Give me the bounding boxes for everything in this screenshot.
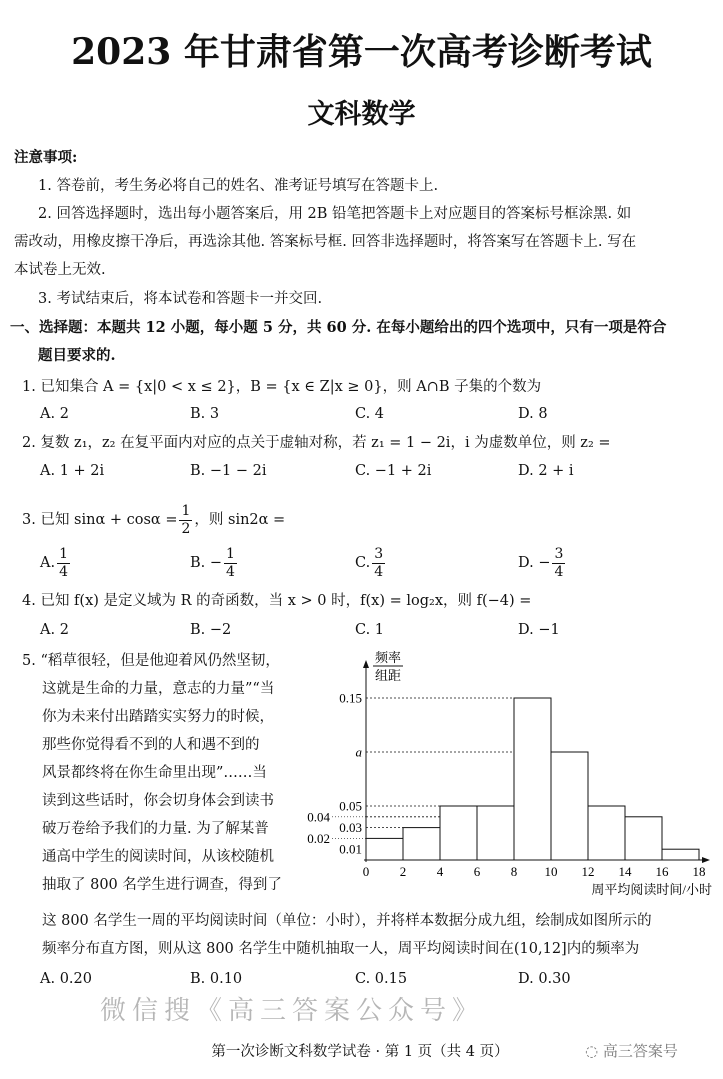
question-3-stem	[22, 500, 285, 540]
question-5-stem-line: 通高中学生的阅读时间，从该校随机	[42, 849, 274, 865]
denominator: 4	[374, 563, 384, 580]
question-5-stem-line: 那些你觉得看不到的人和遇不到的	[42, 737, 260, 753]
denominator: 4	[554, 563, 564, 580]
numerator: 1	[226, 545, 235, 562]
question-5-stem-line: 抽取了 800 名学生进行调查，得到了	[42, 877, 282, 893]
page-footer: 第一次诊断文科数学试卷 · 第 1 页（共 4 页）	[211, 1044, 509, 1060]
notice-item: 1. 答卷前，考生务必将自己的姓名、准考证号填写在答题卡上.	[38, 178, 439, 194]
section-heading: 一、选择题：本题共 12 小题，每小题 5 分，共 60 分. 在每小题给出的四个选项中，只有一项是符合	[10, 319, 667, 336]
question-5-stem-line: 风景都终将在你生命里出现”……当	[42, 765, 267, 781]
y-tick-label: 0.05	[339, 798, 362, 814]
histogram-bar	[551, 752, 588, 860]
notice-item: 本试卷上无效.	[14, 262, 106, 278]
frequency-histogram	[300, 640, 723, 898]
y-tick-label: 0.01	[339, 841, 362, 857]
q4-option-d[interactable]: D. −1	[518, 622, 560, 638]
x-tick-label: 18	[692, 864, 706, 879]
q5-option-d[interactable]: D. 0.30	[518, 971, 571, 987]
histogram-bar	[625, 817, 662, 860]
q5-option-a[interactable]: A. 0.20	[40, 971, 92, 987]
q4-option-a[interactable]: A. 2	[40, 622, 69, 638]
x-tick-label: 4	[436, 864, 444, 879]
question-5-stem-line: 这 800 名学生一周的平均阅读时间（单位：小时），并将样本数据分成九组，绘制成如图所示的	[42, 913, 652, 929]
denominator: 4	[226, 563, 235, 580]
q1-option-c[interactable]: C. 4	[355, 406, 385, 422]
wechat-icon: ◌	[585, 1042, 603, 1060]
notice-heading: 注意事项:	[14, 149, 78, 166]
denominator: 4	[59, 563, 69, 580]
q2-option-a[interactable]: A. 1 + 2i	[40, 463, 105, 479]
y-axis-label-denominator: 组距	[374, 668, 402, 683]
y-axis-label-numerator: 频率	[374, 650, 402, 665]
question-5-stem-line: 你为未来付出踏踏实实努力的时候，	[42, 709, 274, 725]
numerator: 1	[59, 545, 69, 562]
q1-option-a[interactable]: A. 2	[40, 406, 69, 422]
q3-option-c[interactable]	[355, 543, 387, 583]
numerator: 1	[181, 502, 191, 519]
q3-option-b[interactable]	[190, 543, 239, 583]
question-5-stem-line: 5. “稻草很轻，但是他迎着风仍然坚韧，	[22, 653, 280, 669]
x-tick-label: 0	[362, 864, 370, 879]
option-fraction	[224, 546, 237, 581]
histogram-bar	[588, 806, 625, 860]
option-fraction	[372, 546, 385, 581]
question-5-stem-line: 读到这些话时，你会切身体会到读书	[42, 793, 274, 809]
option-label: C.	[355, 555, 371, 571]
y-tick-label: 0.02	[307, 830, 330, 846]
notice-item: 3. 考试结束后，将本试卷和答题卡一并交回.	[38, 291, 323, 307]
q5-option-c[interactable]: C. 0.15	[355, 971, 408, 987]
q2-option-d[interactable]: D. 2 + i	[518, 463, 574, 479]
y-tick-label: 0.03	[339, 820, 362, 836]
q2-option-b[interactable]: B. −1 − 2i	[190, 463, 267, 479]
wechat-logo	[585, 1040, 678, 1061]
q3-option-d[interactable]	[518, 543, 567, 583]
denominator: 2	[181, 520, 191, 537]
logo-text: 高三答案号	[602, 1042, 678, 1060]
q3-fraction	[179, 503, 192, 538]
y-axis-arrow	[363, 660, 369, 668]
watermark: 微信搜《高三答案公众号》	[100, 996, 485, 1026]
x-tick-label: 12	[581, 864, 595, 879]
question-5-stem-line: 频率分布直方图，则从这 800 名学生中随机抽取一人，周平均阅读时间在(10,12]内的频率为	[42, 941, 640, 957]
option-label: D.	[518, 555, 534, 571]
histogram-bar	[514, 698, 551, 860]
option-sign: −	[538, 555, 551, 571]
histogram-bar	[366, 838, 403, 860]
question-4-stem: 4. 已知 f(x) 是定义域为 R 的奇函数，当 x > 0 时，f(x) = log₂x，则 f(−4) =	[22, 593, 532, 609]
notice-item: 需改动，用橡皮擦干净后，再选涂其他. 答案标号框. 回答非选择题时，将答案写在答题卡上. 写在	[14, 234, 637, 250]
option-label: A.	[40, 555, 56, 571]
option-fraction	[552, 546, 565, 581]
x-axis-arrow	[702, 857, 710, 863]
y-tick-label: 0.15	[339, 690, 362, 706]
notice-item: 2. 回答选择题时，选出每小题答案后，用 2B 铅笔把答题卡上对应题目的答案标号框涂黑. 如	[38, 206, 632, 222]
exam-subject: 文科数学	[307, 99, 416, 130]
histogram-bar	[477, 806, 514, 860]
option-label: B.	[190, 555, 206, 571]
q5-option-b[interactable]: B. 0.10	[190, 971, 243, 987]
option-sign: −	[209, 555, 223, 571]
question-5-stem-line: 破万卷给予我们的力量. 为了解某普	[42, 821, 269, 837]
histogram-bar	[403, 828, 440, 860]
x-tick-label: 16	[655, 864, 669, 879]
q3-stem-pre: 3. 已知 sinα + cosα =	[22, 512, 178, 528]
histogram-bar	[440, 806, 477, 860]
q1-option-d[interactable]: D. 8	[518, 406, 548, 422]
numerator: 3	[554, 545, 564, 562]
numerator: 3	[374, 545, 384, 562]
question-1-stem: 1. 已知集合 A = {x|0 < x ≤ 2}，B = {x ∈ Z|x ≥ 0}，则 A∩B 子集的个数为	[22, 379, 542, 395]
section-heading-cont: 题目要求的.	[38, 347, 116, 364]
option-fraction	[57, 546, 70, 581]
histogram-bar	[662, 849, 699, 860]
x-tick-label: 10	[544, 864, 558, 879]
y-tick-label: a	[355, 744, 362, 760]
q1-option-b[interactable]: B. 3	[190, 406, 220, 422]
exam-title: 2023 年甘肃省第一次高考诊断考试	[71, 31, 652, 73]
x-tick-label: 14	[618, 864, 632, 879]
x-tick-label: 6	[473, 864, 481, 879]
question-2-stem: 2. 复数 z₁，z₂ 在复平面内对应的点关于虚轴对称，若 z₁ = 1 − 2i，i 为虚数单位，则 z₂ =	[22, 435, 611, 451]
q4-option-b[interactable]: B. −2	[190, 622, 232, 638]
question-5-stem-line: 这就是生命的力量，意志的力量”“当	[42, 681, 275, 697]
y-tick-label: 0.04	[307, 809, 330, 825]
x-tick-label: 8	[510, 864, 518, 879]
q4-option-c[interactable]: C. 1	[355, 622, 385, 638]
q2-option-c[interactable]: C. −1 + 2i	[355, 463, 432, 479]
q3-stem-post: ，则 sin2α =	[194, 512, 286, 528]
x-axis-label: 周平均阅读时间/小时	[591, 882, 712, 897]
q3-option-a[interactable]	[40, 543, 72, 583]
x-tick-label: 2	[399, 864, 407, 879]
